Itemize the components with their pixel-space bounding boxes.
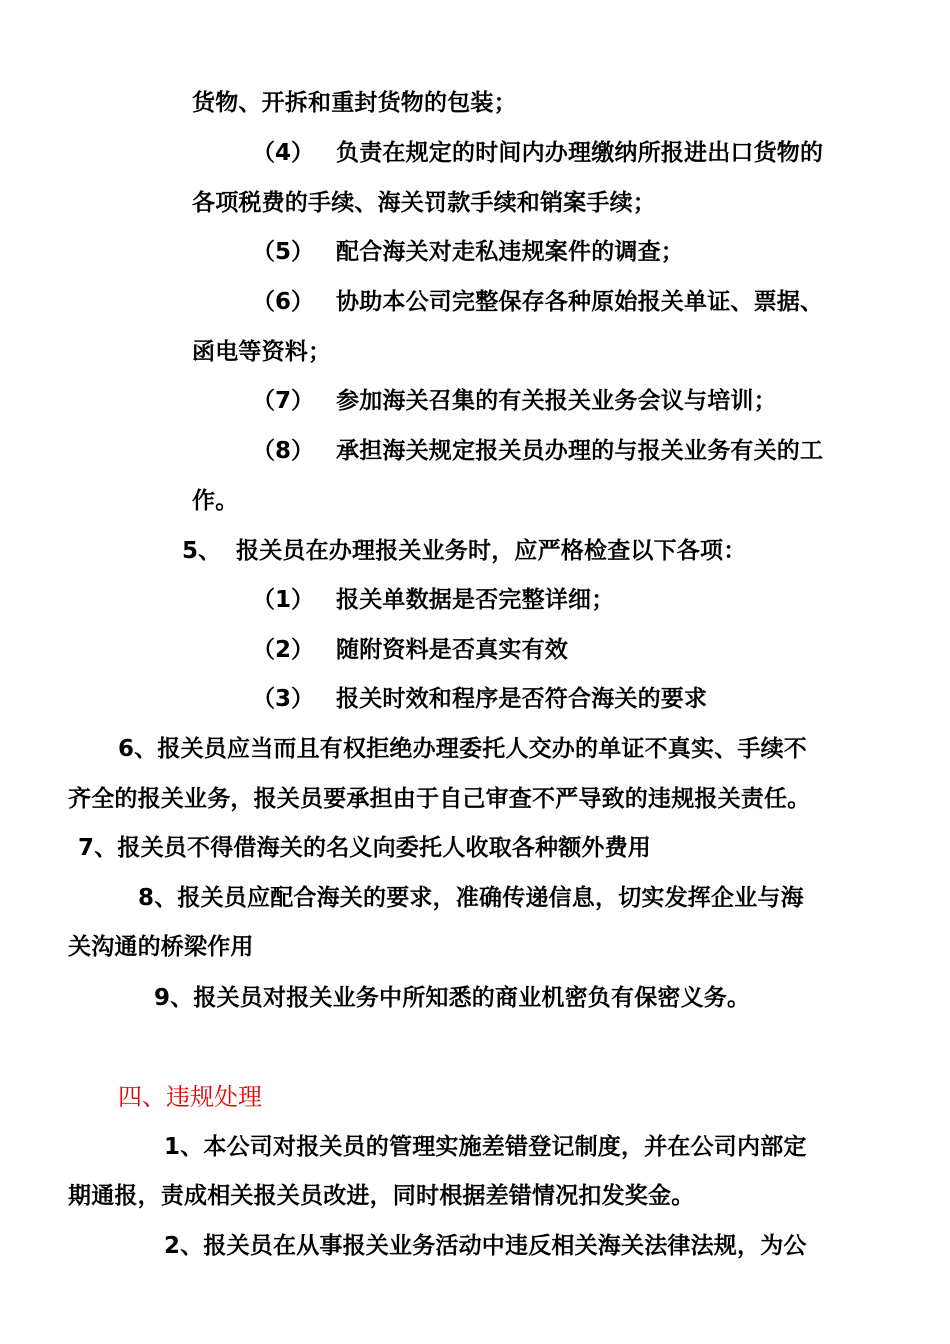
item-number: （2） [252,637,315,663]
paragraph-line: 承担海关规定报关员办理的与报关业务有关的工 [336,438,824,464]
paragraph-line: 报关时效和程序是否符合海关的要求 [336,686,708,712]
paragraph-line: 期通报，责成相关报关员改进，同时根据差错情况扣发奖金。 [68,1183,695,1209]
item-number: 5、 [182,538,222,564]
paragraph-line: 1、本公司对报关员的管理实施差错登记制度，并在公司内部定 [164,1134,807,1160]
paragraph-line: 报关员在办理报关业务时，应严格检查以下各项： [236,538,747,564]
paragraph-line: 负责在规定的时间内办理缴纳所报进出口货物的 [336,140,824,166]
paragraph-line: 关沟通的桥梁作用 [68,934,254,960]
item-number: （8） [252,438,315,464]
item-number: （7） [252,388,315,414]
item-number: （1） [252,587,315,613]
paragraph-line: 报关单数据是否完整详细； [336,587,615,613]
paragraph-line: 齐全的报关业务，报关员要承担由于自己审查不严导致的违规报关责任。 [68,786,811,812]
paragraph-line: 货物、开拆和重封货物的包装； [192,90,517,116]
paragraph-line: 7、报关员不得借海关的名义向委托人收取各种额外费用 [78,835,652,861]
paragraph-line: 8、报关员应配合海关的要求，准确传递信息，切实发挥企业与海 [138,885,804,911]
paragraph-line: 配合海关对走私违规案件的调查； [336,239,684,265]
paragraph-line: 6、报关员应当而且有权拒绝办理委托人交办的单证不真实、手续不 [118,736,808,762]
item-number: （4） [252,140,315,166]
item-number: （5） [252,239,315,265]
paragraph-line: 协助本公司完整保存各种原始报关单证、票据、 [336,289,824,315]
paragraph-line: 随附资料是否真实有效 [336,637,568,663]
item-number: （3） [252,686,315,712]
paragraph-line: 作。 [192,488,239,514]
item-number: （6） [252,289,315,315]
paragraph-line: 各项税费的手续、海关罚款手续和销案手续； [192,190,656,216]
paragraph-line: 2、报关员在从事报关业务活动中违反相关海关法律法规，为公 [164,1233,807,1259]
paragraph-line: 函电等资料； [192,339,332,365]
section-heading: 四、违规处理 [118,1083,262,1111]
paragraph-line: 参加海关召集的有关报关业务会议与培训； [336,388,777,414]
paragraph-line: 9、报关员对报关业务中所知悉的商业机密负有保密义务。 [154,985,751,1011]
